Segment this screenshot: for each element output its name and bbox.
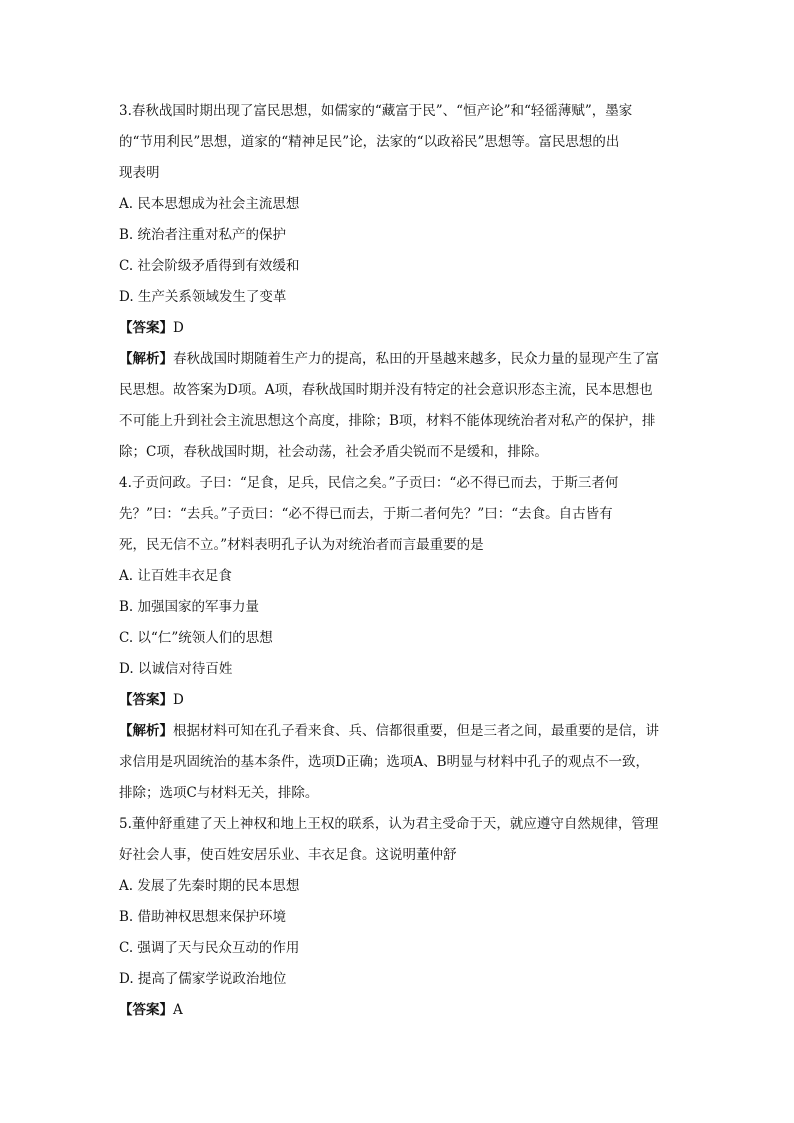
question-stem-line: 死，民无信不立。”材料表明孔子认为对统治者而言最重要的是 [119, 537, 484, 553]
question-4 [119, 468, 679, 809]
answer-line [119, 995, 679, 1026]
analysis-line: 不可能上升到社会主流思想这个高度，排除；B项，材料不能体现统治者对私产的保护，排 [119, 413, 656, 429]
question-stem-line: 的“节用利民”思想，道家的“精神足民”论，法家的“以政裕民”思想等。富民思想的出 [119, 134, 620, 150]
analysis-line: 除；C项，春秋战国时期，社会动荡，社会矛盾尖锐而不是缓和，排除。 [119, 444, 548, 460]
question-stem-line: 好社会人事，使百姓安居乐业、丰衣足食。这说明董仲舒 [119, 847, 457, 863]
document-content [119, 96, 679, 1026]
question-stem-line: 先？”曰：“去兵。”子贡曰：“必不得已而去，于斯二者何先？”曰：“去食。自古皆有 [119, 506, 613, 522]
analysis-line: 求信用是巩固统治的基本条件，选项D正确；选项A、B明显与材料中孔子的观点不一致， [119, 754, 649, 770]
option-a: A. 民本思想成为社会主流思想 [119, 196, 300, 212]
analysis-text: 根据材料可知在孔子看来食、兵、信都很重要，但是三者之间，最重要的是信，讲 [173, 723, 659, 739]
question-5 [119, 809, 679, 1026]
question-stem-line: 现表明 [119, 165, 160, 181]
option-b: B. 借助神权思想来保护环境 [119, 909, 287, 925]
option-b: B. 加强国家的军事力量 [119, 599, 260, 615]
option-d: D. 生产关系领域发生了变革 [119, 289, 287, 305]
analysis-line [119, 716, 679, 747]
option-c: C. 以“仁”统领人们的思想 [119, 630, 273, 646]
option-d: D. 提高了儒家学说政治地位 [119, 971, 287, 987]
option-d: D. 以诚信对待百姓 [119, 661, 233, 677]
question-3 [119, 96, 679, 468]
answer-value: D [173, 320, 184, 336]
option-b: B. 统治者注重对私产的保护 [119, 227, 287, 243]
analysis-line: 排除；选项C与材料无关，排除。 [119, 785, 319, 801]
analysis-tag: 【解析】 [119, 351, 173, 367]
answer-tag: 【答案】 [119, 320, 173, 336]
option-a: A. 发展了先秦时期的民本思想 [119, 878, 300, 894]
option-a: A. 让百姓丰衣足食 [119, 568, 232, 584]
question-stem-line: 5.董仲舒重建了天上神权和地上王权的联系，认为君主受命于天，就应遵守自然规律，管理 [119, 816, 659, 832]
question-stem-line: 3.春秋战国时期出现了富民思想，如儒家的“藏富于民”、“恒产论”和“轻徭薄赋”，墨家 [119, 103, 633, 119]
answer-line [119, 313, 679, 344]
answer-value: A [173, 1002, 183, 1018]
option-c: C. 社会阶级矛盾得到有效缓和 [119, 258, 300, 274]
analysis-text: 春秋战国时期随着生产力的提高，私田的开垦越来越多，民众力量的显现产生了富 [173, 351, 659, 367]
answer-value: D [173, 692, 184, 708]
analysis-line [119, 344, 679, 375]
option-c: C. 强调了天与民众互动的作用 [119, 940, 300, 956]
answer-line [119, 685, 679, 716]
analysis-line: 民思想。故答案为D项。A项，春秋战国时期并没有特定的社会意识形态主流，民本思想也 [119, 382, 653, 398]
analysis-tag: 【解析】 [119, 723, 173, 739]
answer-tag: 【答案】 [119, 692, 173, 708]
question-stem-line: 4.子贡问政。子曰：“足食，足兵，民信之矣。”子贡曰：“必不得已而去，于斯三者何 [119, 475, 619, 491]
answer-tag: 【答案】 [119, 1002, 173, 1018]
